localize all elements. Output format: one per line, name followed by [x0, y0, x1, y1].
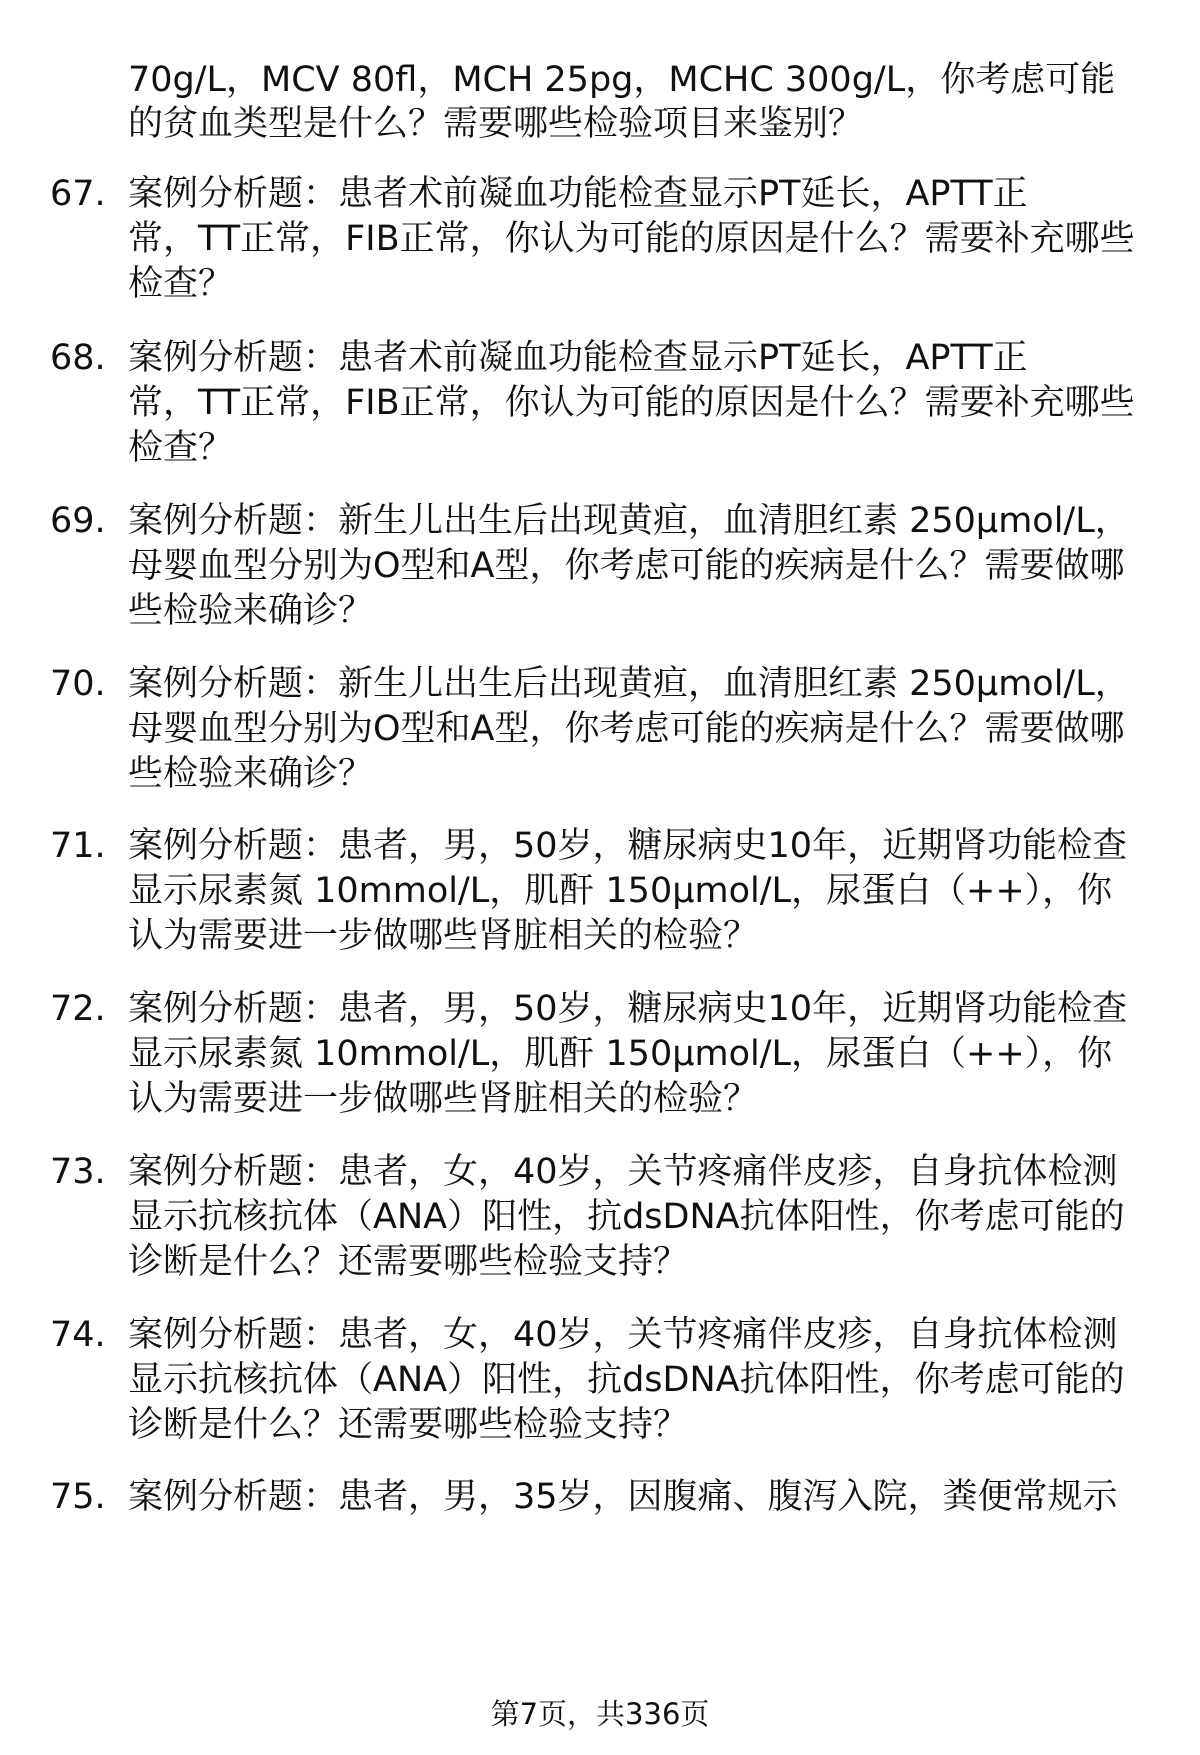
question-number: 67. — [50, 174, 106, 214]
question-line: 些检验来确诊？ — [128, 591, 374, 631]
question-line: 认为需要进一步做哪些肾脏相关的检验？ — [128, 1079, 759, 1119]
question-number: 68. — [50, 338, 106, 378]
question-line: 检查？ — [128, 264, 234, 304]
question-number: 73. — [50, 1152, 106, 1192]
question-line: 案例分析题：新生儿出生后出现黄疸，血清胆红素 250μmol/L， — [128, 664, 1130, 704]
continuation-line: 70g/L，MCV 80fl，MCH 25pg，MCHC 300g/L，你考虑可能 — [128, 60, 1116, 100]
page-number-footer: 第7页，共336页 — [490, 1697, 710, 1731]
question-number: 70. — [50, 664, 106, 704]
question-line: 显示抗核抗体（ANA）阳性，抗dsDNA抗体阳性，你考虑可能的 — [128, 1197, 1125, 1237]
question-line: 检查？ — [128, 428, 234, 468]
continuation-line: 的贫血类型是什么？需要哪些检验项目来鉴别？ — [128, 104, 864, 144]
question-line: 母婴血型分别为O型和A型，你考虑可能的疾病是什么？需要做哪 — [128, 709, 1125, 749]
question-number: 75. — [50, 1477, 106, 1517]
question-line: 常，TT正常，FIB正常，你认为可能的原因是什么？需要补充哪些 — [128, 219, 1135, 259]
question-line: 案例分析题：患者，女，40岁，关节疼痛伴皮疹，自身抗体检测 — [128, 1152, 1118, 1192]
question-line: 认为需要进一步做哪些肾脏相关的检验？ — [128, 916, 759, 956]
question-line: 案例分析题：患者，男，35岁，因腹痛、腹泻入院，粪便常规示 — [128, 1477, 1118, 1517]
question-line: 案例分析题：患者术前凝血功能检查显示PT延长，APTT正 — [128, 338, 1028, 378]
question-number: 69. — [50, 501, 106, 541]
question-line: 案例分析题：新生儿出生后出现黄疸，血清胆红素 250μmol/L， — [128, 501, 1130, 541]
question-line: 案例分析题：患者术前凝血功能检查显示PT延长，APTT正 — [128, 174, 1028, 214]
question-line: 显示尿素氮 10mmol/L，肌酐 150μmol/L，尿蛋白（++），你 — [128, 871, 1113, 911]
question-line: 显示抗核抗体（ANA）阳性，抗dsDNA抗体阳性，你考虑可能的 — [128, 1360, 1125, 1400]
question-line: 案例分析题：患者，男，50岁，糖尿病史10年，近期肾功能检查 — [128, 826, 1128, 866]
question-line: 诊断是什么？还需要哪些检验支持？ — [128, 1405, 689, 1445]
question-number: 74. — [50, 1315, 106, 1355]
question-line: 常，TT正常，FIB正常，你认为可能的原因是什么？需要补充哪些 — [128, 383, 1135, 423]
question-line: 显示尿素氮 10mmol/L，肌酐 150μmol/L，尿蛋白（++），你 — [128, 1034, 1113, 1074]
question-line: 案例分析题：患者，女，40岁，关节疼痛伴皮疹，自身抗体检测 — [128, 1315, 1118, 1355]
question-number: 71. — [50, 826, 106, 866]
question-line: 案例分析题：患者，男，50岁，糖尿病史10年，近期肾功能检查 — [128, 989, 1128, 1029]
question-line: 些检验来确诊？ — [128, 754, 374, 794]
question-line: 母婴血型分别为O型和A型，你考虑可能的疾病是什么？需要做哪 — [128, 546, 1125, 586]
question-number: 72. — [50, 989, 106, 1029]
question-line: 诊断是什么？还需要哪些检验支持？ — [128, 1242, 689, 1282]
